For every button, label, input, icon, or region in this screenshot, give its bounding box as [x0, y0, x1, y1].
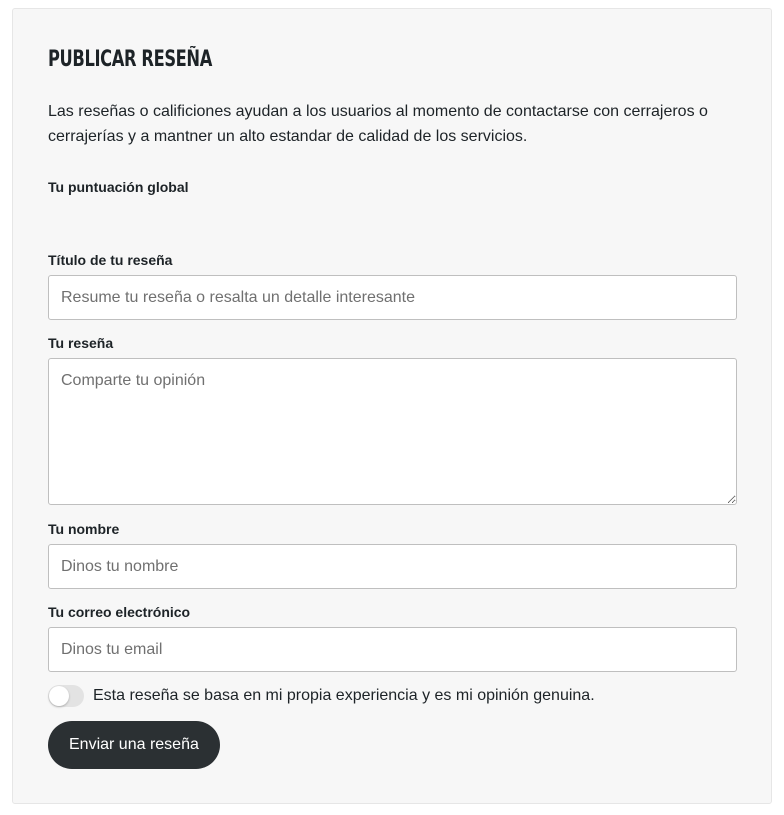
consent-label: Esta reseña se basa en mi propia experiencia y es mi opinión genuina.	[93, 687, 595, 704]
consent-row	[48, 685, 595, 707]
toggle-knob	[49, 686, 69, 706]
submit-review-button[interactable]: Enviar una reseña	[48, 721, 220, 769]
form-title: PUBLICAR RESEÑA	[48, 47, 212, 72]
review-body-label: Tu reseña	[48, 335, 114, 351]
email-label: Tu correo electrónico	[48, 604, 191, 620]
review-body-textarea[interactable]	[48, 358, 737, 505]
review-title-label: Título de tu reseña	[48, 252, 173, 268]
name-label: Tu nombre	[48, 521, 120, 537]
rating-label: Tu puntuación global	[48, 179, 189, 195]
review-title-input[interactable]	[48, 275, 737, 320]
email-input[interactable]	[48, 627, 737, 672]
consent-toggle[interactable]	[48, 685, 84, 707]
name-input[interactable]	[48, 544, 737, 589]
form-intro: Las reseñas o calificiones ayudan a los usuarios al momento de contactarse con cerrajeros o cerrajerías y a mantner un alto estandar de calidad de los servicios.	[48, 103, 708, 145]
review-form-card	[12, 8, 772, 804]
